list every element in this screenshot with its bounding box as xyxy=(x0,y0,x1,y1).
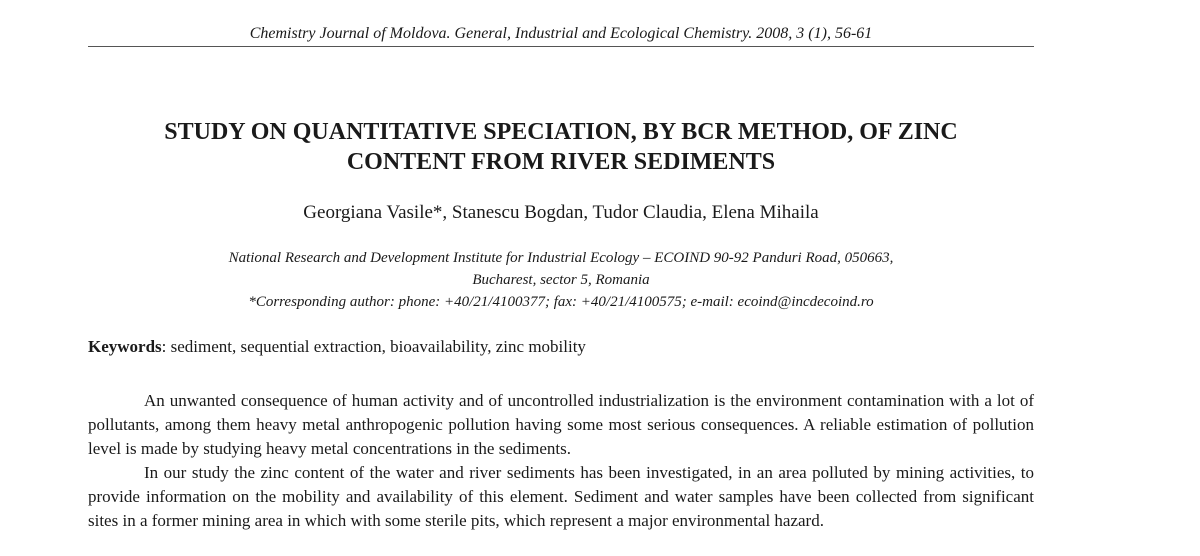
abstract xyxy=(88,389,1034,533)
affiliation-line-1: National Research and Development Institute for Industrial Ecology – ECOIND 90-92 Panduri Road, 050663, xyxy=(228,250,894,266)
affiliation-block xyxy=(88,247,1034,313)
corresponding-author: *Corresponding author: phone: +40/21/4100377; fax: +40/21/4100575; e-mail: ecoind@incdecoind.ro xyxy=(248,294,874,310)
keywords-text: : sediment, sequential extraction, bioavailability, zinc mobility xyxy=(161,337,586,356)
keywords xyxy=(88,336,1034,358)
running-head: Chemistry Journal of Moldova. General, Industrial and Ecological Chemistry. 2008, 3 (1), 56-61 xyxy=(249,25,873,42)
author-list: Georgiana Vasile*, Stanescu Bogdan, Tudor Claudia, Elena Mihaila xyxy=(303,202,819,223)
affiliation-line-2: Bucharest, sector 5, Romania xyxy=(472,272,650,288)
article-title xyxy=(88,117,1034,177)
abstract-paragraph-1: An unwanted consequence of human activity and of uncontrolled industrialization is the environment contamination with a lot of pollutants, among them heavy metal anthropogenic pollution having some most serious consequences. A reliable estimation of pollution level is made by studying heavy metal concentrations in the sediments. xyxy=(88,391,1034,458)
title-line-1: STUDY ON QUANTITATIVE SPECIATION, BY BCR METHOD, OF ZINC xyxy=(164,119,958,145)
title-line-2: CONTENT FROM RIVER SEDIMENTS xyxy=(346,149,776,175)
abstract-paragraph-2: In our study the zinc content of the water and river sediments has been investigated, in an area polluted by mining activities, to provide information on the mobility and availability of this element. Sediment and water samples have been collected from significant sites in a former mining area in which with some sterile pits, which represent a major environmental hazard. xyxy=(88,463,1034,530)
header-rule xyxy=(88,46,1034,47)
keywords-label: Keywords xyxy=(88,337,162,356)
